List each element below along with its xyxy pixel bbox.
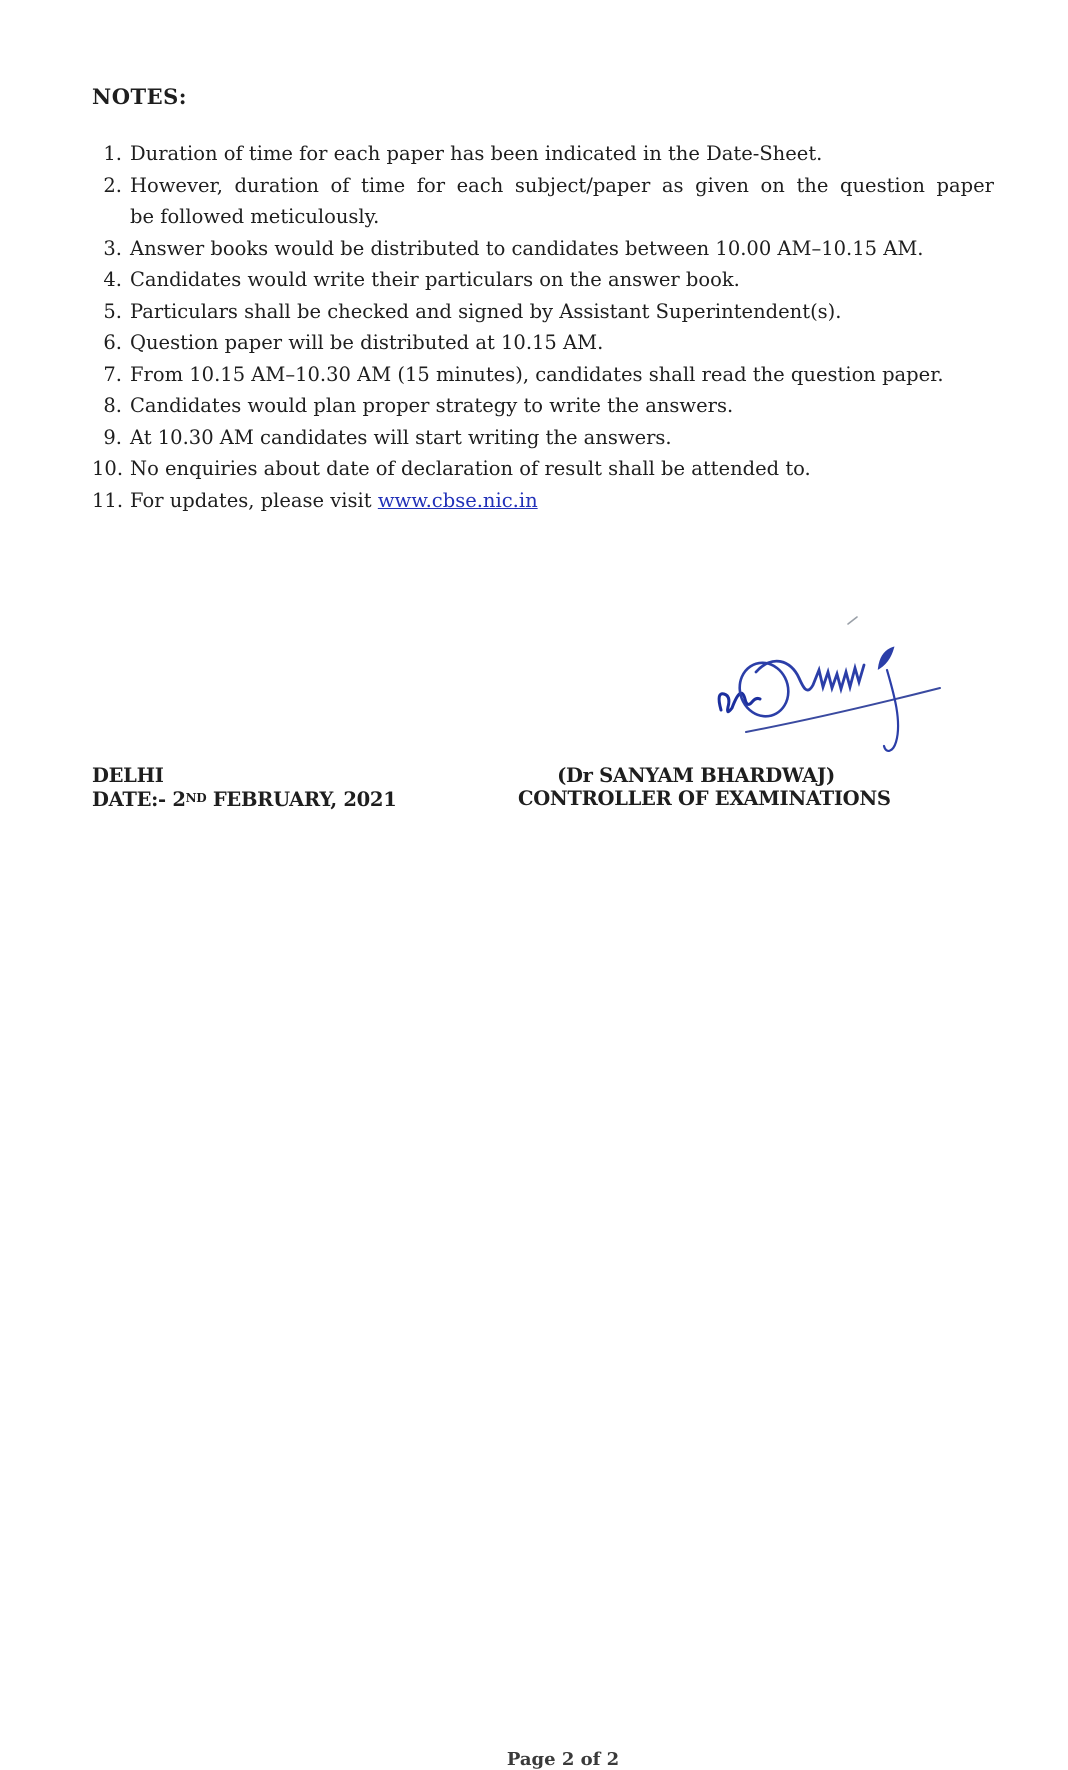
- list-item-text: No enquiries about date of declaration of result shall be attended to.: [130, 457, 811, 480]
- list-item: [92, 170, 994, 233]
- list-item-text: However, duration of time for each subject/paper as given on the question paper be followed meticulously.: [130, 173, 994, 228]
- list-item: [92, 296, 994, 328]
- signature-oval-loop: [740, 663, 789, 716]
- signature-cross-line: [746, 688, 940, 732]
- list-item-text: Answer books would be distributed to candidates between 10.00 AM–10.15 AM.: [130, 236, 924, 260]
- signature-flourish: [879, 648, 893, 668]
- list-item-text: Candidates would write their particulars on the answer book.: [130, 268, 740, 291]
- list-item-text: Candidates would plan proper strategy to write the answers.: [130, 394, 734, 417]
- signature-ink-image: [688, 606, 958, 766]
- signature-block: [688, 606, 958, 766]
- signature-descender: [884, 670, 898, 751]
- list-item-text: For updates, please visit www.cbse.nic.in: [130, 488, 538, 512]
- stray-mark: [848, 617, 857, 624]
- signatory-block: [518, 764, 891, 810]
- list-item-number: 7.: [103, 362, 122, 386]
- list-item-text: Duration of time for each paper has been indicated in the Date-Sheet.: [130, 142, 823, 165]
- list-item-number: 4.: [103, 268, 122, 291]
- list-item-number: 8.: [103, 394, 122, 417]
- list-item-number: 2.: [103, 173, 122, 197]
- list-item: [92, 453, 994, 485]
- list-item-number: 10.: [92, 457, 124, 480]
- signatory-name: (Dr SANYAM BHARDWAJ): [557, 764, 835, 787]
- signatory-title: CONTROLLER OF EXAMINATIONS: [518, 787, 891, 810]
- list-item-number: 3.: [103, 236, 122, 260]
- date-ordinal: ND: [185, 791, 207, 805]
- list-item: [92, 422, 994, 454]
- list-item-number: 5.: [103, 299, 122, 323]
- list-item-number: 6.: [103, 331, 122, 354]
- page-number-clipped: Page 2 of 2: [506, 1749, 620, 1770]
- list-item: [92, 138, 994, 170]
- cbse-website-link[interactable]: www.cbse.nic.in: [377, 488, 538, 512]
- notes-list: [92, 138, 994, 516]
- place-date-block: [92, 764, 396, 811]
- notes-heading: NOTES:: [92, 84, 188, 109]
- place-label: DELHI: [92, 764, 164, 787]
- list-item: [92, 359, 994, 391]
- list-item: [92, 233, 994, 265]
- list-item: [92, 327, 994, 359]
- list-item-text: Question paper will be distributed at 10.15 AM.: [130, 331, 604, 354]
- list-item-number: 11.: [92, 488, 124, 512]
- list-item-number: 9.: [103, 425, 122, 449]
- list-item: [92, 264, 994, 296]
- list-item: [92, 485, 994, 517]
- list-item-number: 1.: [103, 142, 122, 165]
- date-label: DATE:- 2ND FEBRUARY, 2021: [92, 788, 397, 811]
- list-item-text: From 10.15 AM–10.30 AM (15 minutes), candidates shall read the question paper.: [130, 362, 944, 386]
- list-item-text: Particulars shall be checked and signed by Assistant Superintendent(s).: [130, 299, 842, 323]
- list-item: [92, 390, 994, 422]
- list-item-text: At 10.30 AM candidates will start writing the answers.: [130, 425, 672, 449]
